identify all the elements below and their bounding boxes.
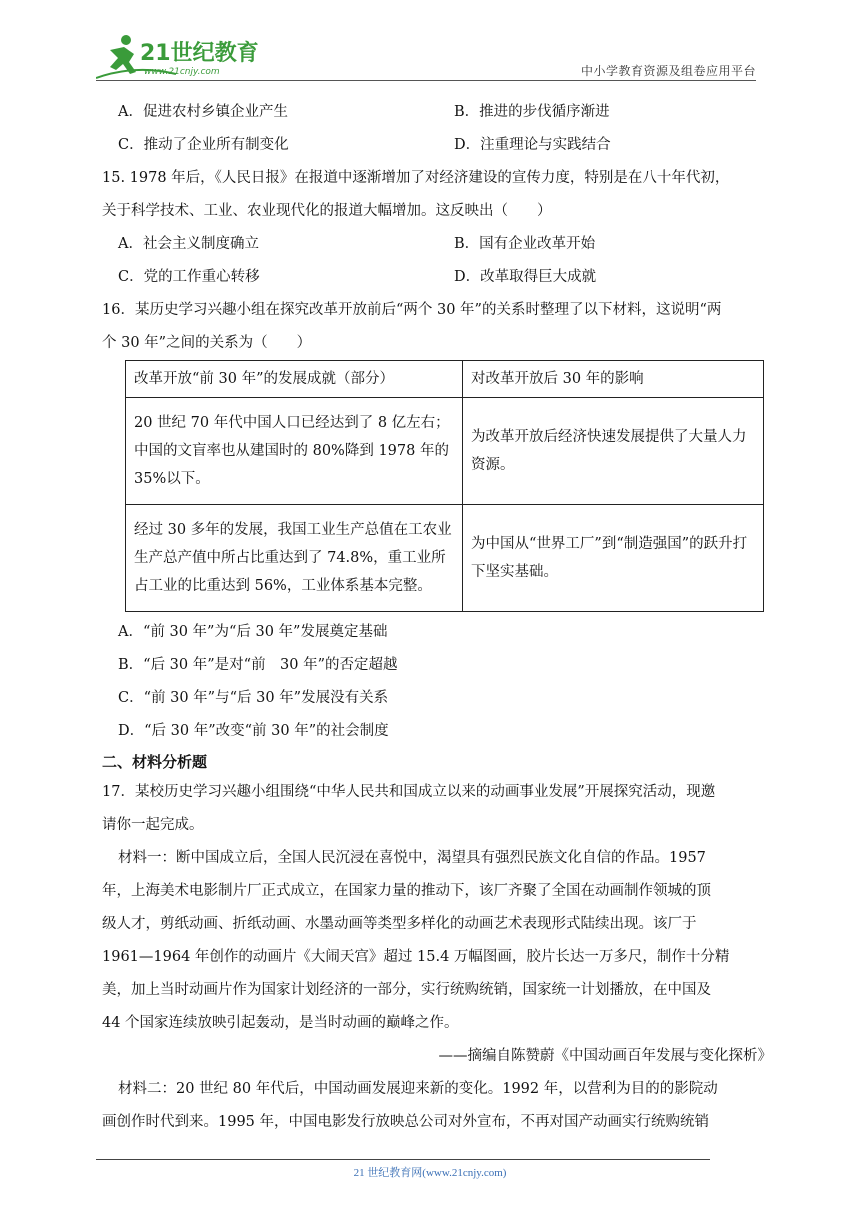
q16-text-line-2: 个 30 年”之间的关系为（ ） xyxy=(102,335,312,351)
table-cell: 为中国从“世界工厂”到“制造强国”的跃升打下坚实基础。 xyxy=(463,505,764,612)
q15-option-c[interactable]: C．党的工作重心转移 xyxy=(118,269,260,285)
document-body xyxy=(102,96,772,1139)
q15-option-b[interactable]: B．国有企业改革开始 xyxy=(454,236,596,252)
logo-url: www.21cnjy.com xyxy=(144,67,220,77)
q15-text-line-1: 15. 1978 年后，《人民日报》在报道中逐渐增加了对经济建设的宣传力度，特别是在八十年代初， xyxy=(102,170,730,186)
table-header-row xyxy=(126,361,764,398)
logo-text: 21世纪教育 xyxy=(140,41,259,66)
header-slogan: 中小学教育资源及组卷应用平台 xyxy=(580,64,756,78)
footer-divider xyxy=(96,1159,710,1160)
q14-option-a[interactable]: A．促进农村乡镇企业产生 xyxy=(118,104,288,120)
q15-option-a[interactable]: A．社会主义制度确立 xyxy=(118,236,259,252)
material2-line: 材料二：20 世纪 80 年代后，中国动画发展迎来新的变化。1992 年，以营利为目的的影院动 xyxy=(118,1081,718,1097)
material1-line: 材料一：断中国成立后，全国人民沉浸在喜悦中，渴望具有强烈民族文化自信的作品。1957 xyxy=(118,850,706,866)
site-logo xyxy=(96,34,266,80)
runner-logo-icon xyxy=(96,34,266,80)
q16-option-d[interactable]: D．“后 30 年”改变“前 30 年”的社会制度 xyxy=(118,723,389,739)
q14-option-d[interactable]: D．注重理论与实践结合 xyxy=(454,137,611,153)
q17-text-line: 17．某校历史学习兴趣小组围绕“中华人民共和国成立以来的动画事业发展”开展探究活动，现邀 xyxy=(102,784,716,800)
table-cell: 20 世纪 70 年代中国人口已经达到了 8 亿左右；中国的文盲率也从建国时的 80%降到 1978 年的 35%以下。 xyxy=(126,398,463,505)
q15-option-d[interactable]: D．改革取得巨大成就 xyxy=(454,269,597,285)
table-row xyxy=(126,398,764,505)
q14-option-c[interactable]: C．推动了企业所有制变化 xyxy=(118,137,289,153)
material2-line: 画创作时代到来。1995 年，中国电影发行放映总公司对外宣布，不再对国产动画实行统购统销 xyxy=(102,1114,710,1130)
header-divider xyxy=(96,80,756,81)
page-header xyxy=(0,0,860,90)
table-header-cell: 改革开放“前 30 年”的发展成就（部分） xyxy=(126,361,463,398)
q15-options-row-1 xyxy=(102,228,772,261)
section-title: 二、材料分析题 xyxy=(102,753,208,771)
q14-options-row-1 xyxy=(102,96,772,129)
q17-text-line: 请你一起完成。 xyxy=(102,817,204,833)
q16-text-line-1: 16．某历史学习兴趣小组在探究改革开放前后“两个 30 年”的关系时整理了以下材料，这说明“两 xyxy=(102,302,722,318)
q14-options-row-2 xyxy=(102,129,772,162)
q16-option-a[interactable]: A．“前 30 年”为“后 30 年”发展奠定基础 xyxy=(118,624,388,640)
q15-options-row-2 xyxy=(102,261,772,294)
material1-line: 级人才，剪纸动画、折纸动画、水墨动画等类型多样化的动画艺术表现形式陆续出现。该厂于 xyxy=(102,916,697,932)
q16-material-table xyxy=(125,360,764,612)
material1-source: ——摘编自陈赞蔚《中国动画百年发展与变化探析》 xyxy=(438,1048,772,1064)
material1-line: 1961—1964 年创作的动画片《大闹天宫》超过 15.4 万幅图画，胶片长达一万多尺，制作十分精 xyxy=(102,949,730,965)
q15-text-line-2: 关于科学技术、工业、农业现代化的报道大幅增加。这反映出（ ） xyxy=(102,203,552,219)
q16-option-b[interactable]: B．“后 30 年”是对“前 30 年”的否定超越 xyxy=(118,657,398,673)
table-cell: 为改革开放后经济快速发展提供了大量人力资源。 xyxy=(463,398,764,505)
material1-line: 年，上海美术电影制片厂正式成立，在国家力量的推动下，该厂齐聚了全国在动画制作领城的顶 xyxy=(102,883,711,899)
q14-option-b[interactable]: B．推进的步伐循序渐进 xyxy=(454,104,610,120)
table-row xyxy=(126,505,764,612)
q16-option-c[interactable]: C．“前 30 年”与“后 30 年”发展没有关系 xyxy=(118,690,389,706)
table-header-cell: 对改革开放后 30 年的影响 xyxy=(463,361,764,398)
page-footer: 21 世纪教育网(www.21cnjy.com) xyxy=(353,1167,507,1179)
table-cell: 经过 30 多年的发展，我国工业生产总值在工农业生产总产值中所占比重达到了 74.8%，重工业所占工业的比重达到 56%，工业体系基本完整。 xyxy=(126,505,463,612)
material1-line: 44 个国家连续放映引起轰动，是当时动画的巅峰之作。 xyxy=(102,1015,459,1031)
material1-line: 美，加上当时动画片作为国家计划经济的一部分，实行统购统销，国家统一计划播放，在中国及 xyxy=(102,982,711,998)
